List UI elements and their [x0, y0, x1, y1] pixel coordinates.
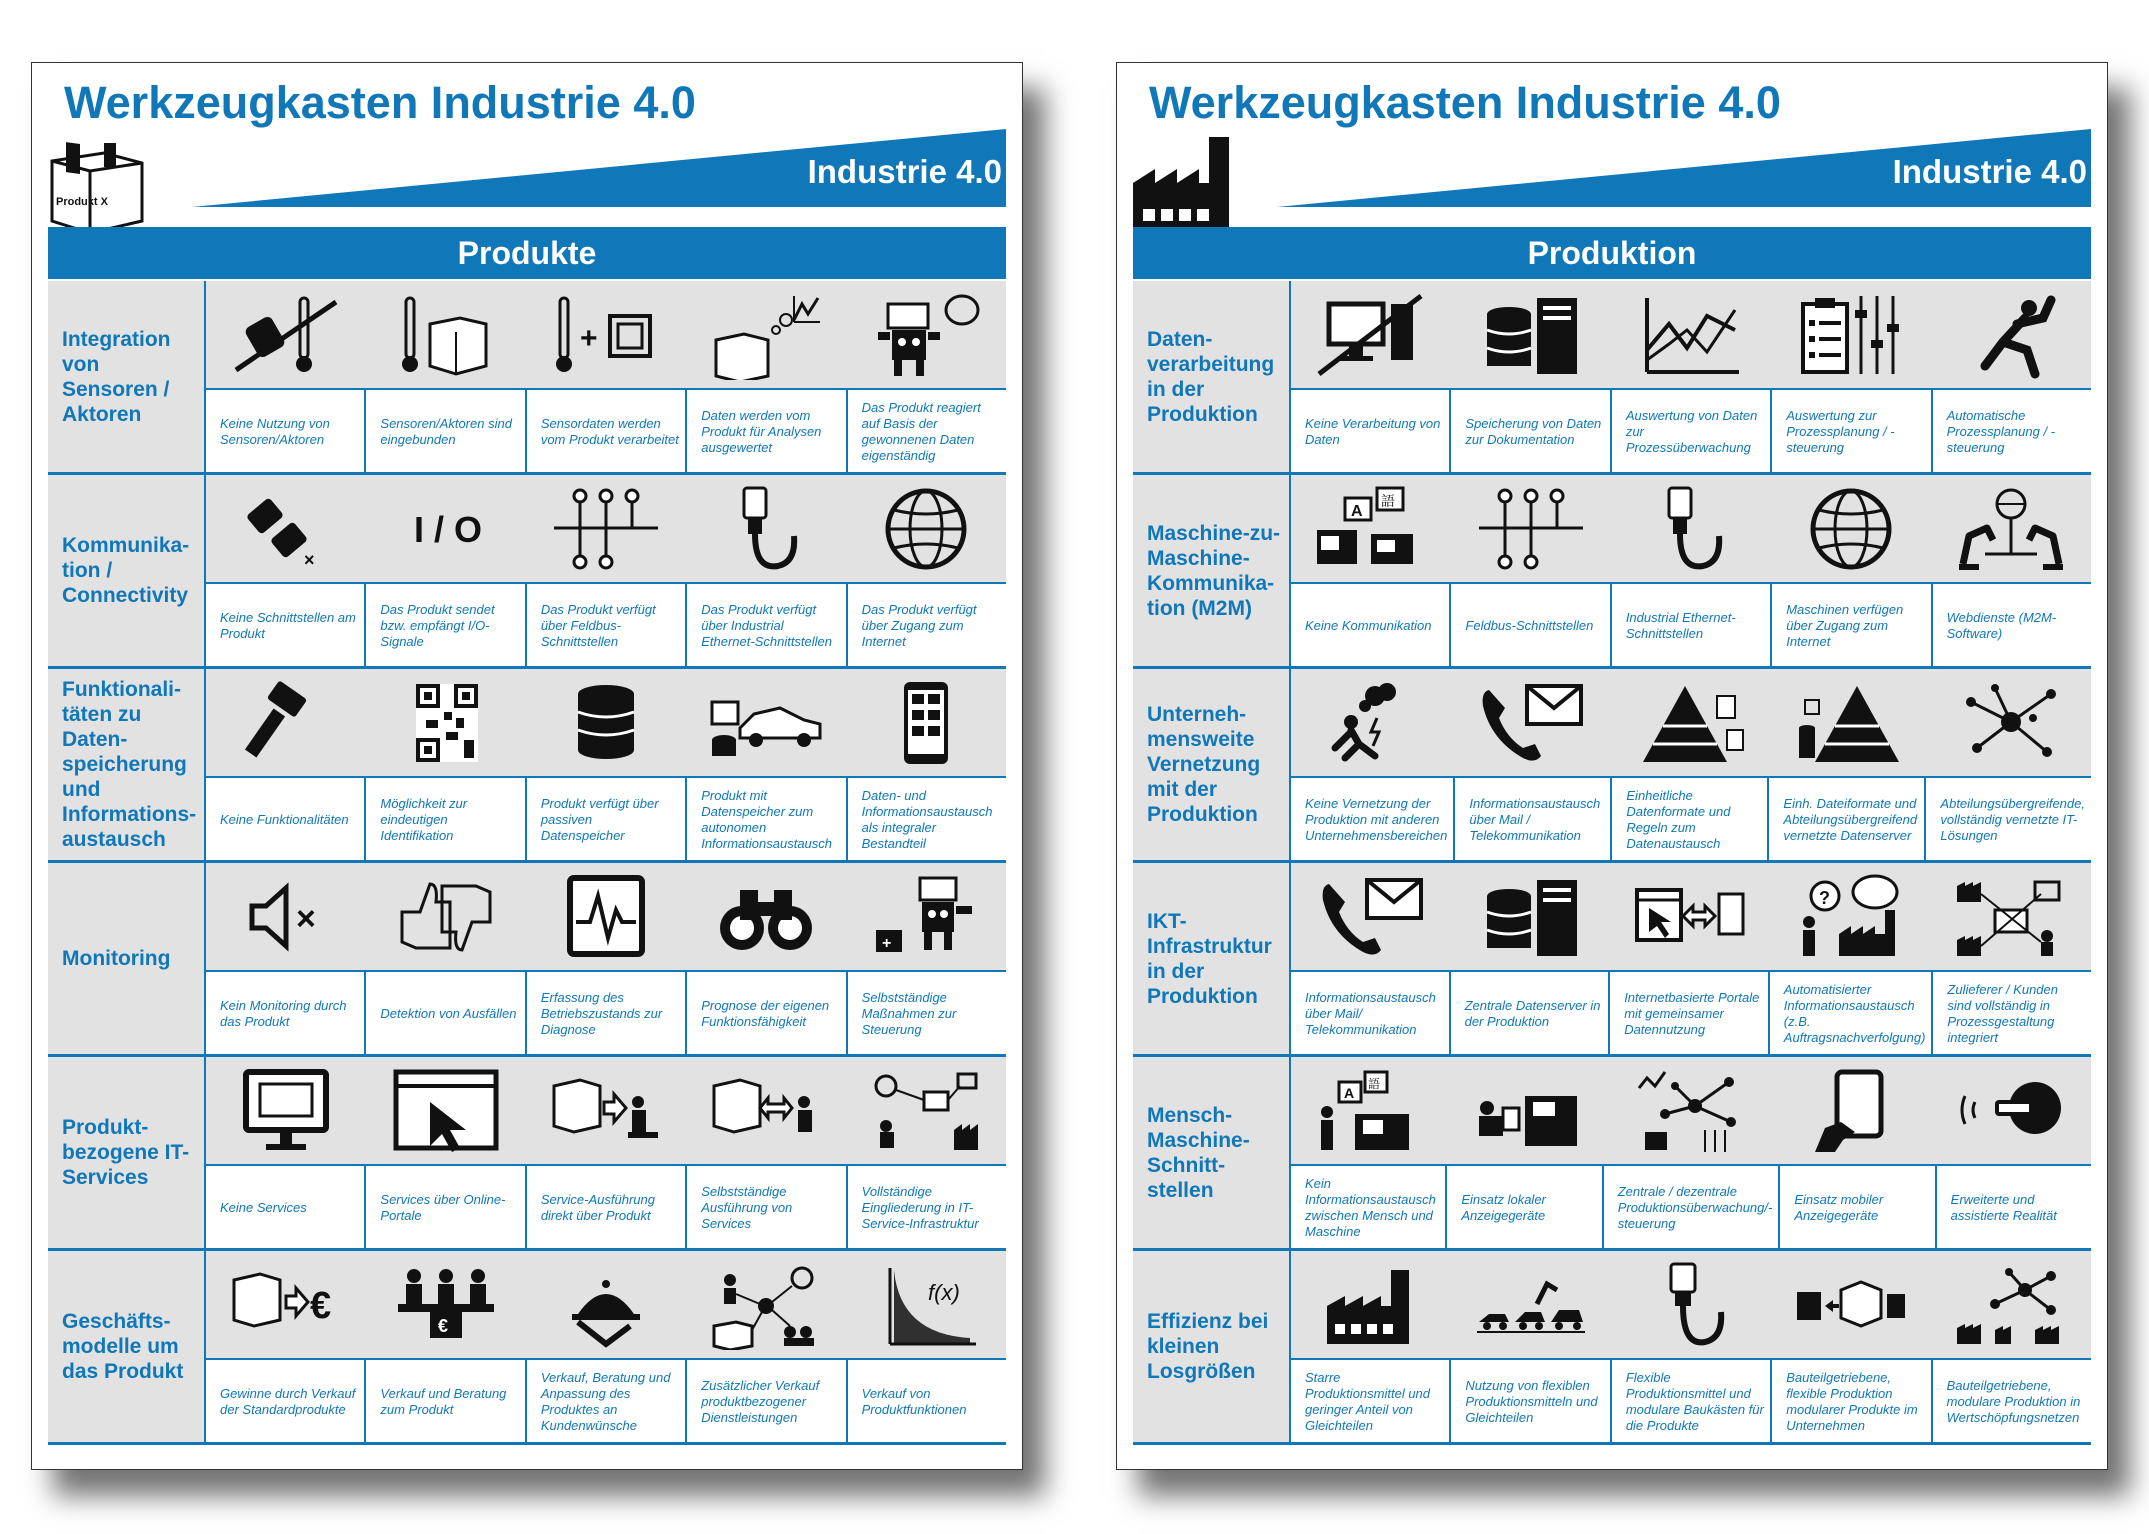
stage-caption: Kein Monitoring durch das Produkt: [220, 998, 347, 1029]
stage-caption: Gewinne durch Verkauf der Standardprodukte: [220, 1386, 356, 1417]
icon-cell: [526, 1251, 686, 1358]
stage-caption: Speicherung von Daten zur Dokumentation: [1449, 390, 1609, 474]
browser-exchange-icon: [1635, 872, 1747, 962]
stage-caption: Bauteilgetriebene, flexible Produktion modularer Produkte im Unternehmen: [1770, 1360, 1930, 1444]
stage-caption: Keine Schnittstellen am Produkt: [220, 610, 356, 641]
svg-text:?: ?: [1819, 887, 1830, 908]
production-line-icon: [1475, 1260, 1587, 1350]
svg-text:f(x): f(x): [928, 1279, 960, 1305]
icon-cell: [1771, 863, 1931, 970]
stage-caption: Maschinen verfügen über Zugang zum Internet: [1770, 584, 1930, 668]
stage-caption: Das Produkt verfügt über Feldbus-Schnittstellen: [525, 584, 685, 668]
row-category-text: Mensch-Maschine-Schnitt-stellen: [1147, 1103, 1250, 1202]
matrix-row: [48, 281, 1006, 475]
svg-text:€: €: [438, 1315, 449, 1336]
stage-caption: Einsatz lokaler Anzeigegeräte: [1445, 1166, 1601, 1250]
stage-caption: Möglichkeit zur eindeutigen Identifikation: [364, 778, 524, 862]
function-curve-icon: [870, 1260, 982, 1350]
globe-icon: [870, 484, 982, 574]
stage-caption: Auswertung von Daten zur Prozessüberwachung: [1610, 390, 1770, 474]
icon-cell: [526, 281, 686, 388]
muted-speaker-icon: [230, 872, 342, 962]
meeting-euro-icon: [390, 1260, 502, 1350]
stage-caption: Services über Online-Portale: [364, 1166, 524, 1250]
row-category-text: Produkt-bezogene IT-Services: [62, 1116, 190, 1189]
tablet-hand-icon: [1795, 1066, 1907, 1156]
row-category-label: [1133, 475, 1291, 666]
stage-caption: Bauteilgetriebene, modulare Produktion in Wertschöpfungsnetzen: [1931, 1360, 2091, 1444]
robots-globe-icon: [1955, 484, 2067, 574]
icon-cell: [1291, 863, 1451, 970]
clipboard-sliders-icon: [1795, 290, 1907, 380]
icon-cell: [206, 1251, 366, 1358]
stage-caption: Detektion von Ausfällen: [364, 972, 524, 1056]
stage-caption: Produkt mit Datenspeicher zum autonomen Informationsaustausch: [685, 778, 845, 862]
fieldbus-icon: [550, 484, 662, 574]
icon-cell: [1291, 669, 1451, 776]
svg-text:A: A: [1344, 1084, 1355, 1101]
icon-cell: [1931, 475, 2091, 582]
poster-produktion: [1116, 62, 2108, 1470]
icon-cell: [686, 1251, 846, 1358]
phone-mail-icon: [1315, 872, 1427, 962]
caption-band: [206, 388, 1006, 474]
icon-cell: [1451, 863, 1611, 970]
row-category-text: Maschine-zu-Maschine-Kommunika-tion (M2M): [1147, 521, 1281, 620]
icon-cell: [1771, 669, 1931, 776]
icon-cell: [526, 669, 686, 776]
stage-caption: Sensordaten werden vom Produkt verarbeitet: [525, 390, 685, 474]
icon-cell: [1611, 1057, 1771, 1164]
caption-band: [206, 1358, 1006, 1444]
icon-cell: [1611, 475, 1771, 582]
row-category-text: IKT-Infrastruktur in der Produktion: [1147, 909, 1272, 1008]
poster-title: Werkzeugkasten Industrie 4.0: [1149, 77, 1781, 128]
monitor-signal-icon: [550, 872, 662, 962]
svg-text:I / O: I / O: [414, 508, 483, 550]
stage-caption: Zusätzlicher Verkauf produktbezogener Dienstleistungen: [685, 1360, 845, 1444]
section-banner: Produktion: [1133, 227, 2091, 279]
stage-caption: Automatische Prozessplanung / -steuerung: [1931, 390, 2091, 474]
icon-cell: [846, 669, 1006, 776]
svg-text:語: 語: [1368, 1076, 1381, 1091]
row-category-label: [48, 669, 206, 860]
stage-caption: Abteilungsübergreifende, vollständig vernetzte IT-Lösungen: [1924, 778, 2091, 862]
icon-cell: [686, 1057, 846, 1164]
icon-cell: [1771, 1057, 1931, 1164]
pyramid-database-icon: [1795, 678, 1907, 768]
disconnected-plug-icon: [230, 484, 342, 574]
stage-caption: Zentrale Datenserver in der Produktion: [1449, 972, 1609, 1056]
stage-caption: Einsatz mobiler Anzeigegeräte: [1778, 1166, 1934, 1250]
relaxing-person-icon: [1955, 290, 2067, 380]
stage-caption: Keine Services: [220, 1200, 307, 1215]
caption-band: [1291, 388, 2091, 474]
usb-cable-icon: [1635, 1260, 1747, 1350]
icon-cell: [1931, 669, 2091, 776]
stage-caption: Keine Verarbeitung von Daten: [1305, 416, 1441, 447]
icon-cell: [846, 1251, 1006, 1358]
box-euro-icon: [230, 1260, 342, 1350]
icon-cell: [366, 863, 526, 970]
svg-text:+: +: [580, 321, 598, 355]
icon-band: [206, 281, 1006, 388]
stage-caption: Das Produkt verfügt über Industrial Ethernet-Schnittstellen: [685, 584, 845, 668]
service-network-icon: [710, 1260, 822, 1350]
browser-cursor-icon: [390, 1066, 502, 1156]
icon-cell: [846, 863, 1006, 970]
stage-caption: Flexible Produktionsmittel und modulare Baukästen für die Produkte: [1610, 1360, 1770, 1444]
io-icon: [390, 484, 502, 574]
svg-text:×: ×: [296, 899, 316, 938]
icon-cell: [1611, 863, 1771, 970]
stage-caption: Starre Produktionsmittel und geringer Anteil von Gleichteilen: [1305, 1370, 1431, 1433]
caption-band: [206, 970, 1006, 1056]
poster-title: Werkzeugkasten Industrie 4.0: [64, 77, 696, 128]
icon-band: [1291, 1057, 2091, 1164]
icon-cell: [1451, 1057, 1611, 1164]
network-nodes-icon: [1955, 678, 2067, 768]
row-category-text: Unterneh-mensweite Vernetzung mit der Produktion: [1147, 703, 1261, 826]
value-network-icon: [1955, 1260, 2067, 1350]
icon-cell: [1771, 281, 1931, 388]
matrix-grid: [48, 281, 1006, 1445]
factory-icon: [1315, 1260, 1427, 1350]
network-monitoring-icon: [1635, 1066, 1747, 1156]
row-category-text: Funktionali-täten zu Daten-speicherung und Informations-austausch: [62, 678, 197, 851]
caption-band: [1291, 970, 2091, 1056]
matrix-row: [1133, 475, 2091, 669]
wedge-label: Industrie 4.0: [807, 153, 1002, 190]
database-server-icon: [1475, 290, 1587, 380]
icon-cell: [1931, 1251, 2091, 1358]
row-category-label: [48, 281, 206, 472]
stage-caption: Informationsaustausch über Mail/ Telekommunikation: [1305, 990, 1436, 1037]
icon-cell: [206, 669, 366, 776]
modular-boxes-icon: [1795, 1260, 1907, 1350]
svg-text:×: ×: [304, 549, 315, 570]
row-category-label: [1133, 669, 1291, 860]
svg-text:+: +: [882, 934, 892, 952]
icon-cell: [1771, 1251, 1931, 1358]
icon-cell: [206, 281, 366, 388]
icon-cell: [1931, 281, 2091, 388]
icon-cell: [686, 475, 846, 582]
icon-cell: [1291, 281, 1451, 388]
screw-icon: [230, 678, 342, 768]
caption-band: [1291, 776, 2091, 862]
row-category-label: [1133, 1057, 1291, 1248]
matrix-row: [1133, 1251, 2091, 1445]
icon-cell: [1451, 475, 1611, 582]
stage-caption: Selbstständige Ausführung von Services: [685, 1166, 845, 1250]
icon-band: [1291, 475, 2091, 582]
caption-band: [1291, 1358, 2091, 1444]
svg-text:€: €: [310, 1284, 332, 1327]
robot-firstaid-icon: [870, 872, 982, 962]
matrix-row: [48, 669, 1006, 863]
fieldbus-icon: [1475, 484, 1587, 574]
matrix-row: [48, 1057, 1006, 1251]
box-arrow-worker-icon: [550, 1066, 662, 1156]
stage-caption: Das Produkt reagiert auf Basis der gewonnenen Daten eigenständig: [846, 390, 1006, 474]
matrix-row: [1133, 1057, 2091, 1251]
icon-cell: [526, 863, 686, 970]
stage-caption: Zulieferer / Kunden sind vollständig in Prozessgestaltung integriert: [1931, 972, 2091, 1056]
icon-cell: [1451, 669, 1611, 776]
row-category-label: [48, 1251, 206, 1442]
icon-cell: [1611, 669, 1771, 776]
caption-band: [206, 776, 1006, 862]
icon-cell: [1931, 1057, 2091, 1164]
stage-caption: Einh. Dateiformate und Abteilungsübergreifend vernetzte Datenserver: [1767, 778, 1924, 862]
icon-cell: [1771, 475, 1931, 582]
database-server-icon: [1475, 872, 1587, 962]
stage-caption: Vollständige Eingliederung in IT-Service-Infrastruktur: [846, 1166, 1006, 1250]
icon-cell: [1291, 1251, 1451, 1358]
icon-cell: [1291, 1057, 1451, 1164]
stage-caption: Automatisierter Informationsaustausch (z.B. Auftragsnachverfolgung): [1768, 972, 1932, 1056]
stage-caption: Industrial Ethernet-Schnittstellen: [1610, 584, 1770, 668]
matrix-row: [1133, 669, 2091, 863]
stage-caption: Kein Informationsaustausch zwischen Mensch und Maschine: [1305, 1176, 1436, 1239]
stage-caption: Informationsaustausch über Mail / Telekommunikation: [1453, 778, 1610, 862]
icon-band: [1291, 669, 2091, 776]
row-category-label: [1133, 1251, 1291, 1442]
stage-caption: Das Produkt verfügt über Zugang zum Internet: [846, 584, 1006, 668]
icon-cell: [1451, 281, 1611, 388]
stage-caption: Erweiterte und assistierte Realität: [1935, 1166, 2091, 1250]
line-chart-icon: [1635, 290, 1747, 380]
icon-cell: [1611, 281, 1771, 388]
phone-mail-icon: [1475, 678, 1587, 768]
caption-band: [1291, 1164, 2091, 1250]
icon-cell: [206, 1057, 366, 1164]
stage-caption: Das Produkt sendet bzw. empfängt I/O-Signale: [364, 584, 524, 668]
section-banner: Produkte: [48, 227, 1006, 279]
svg-text:語: 語: [1381, 492, 1395, 509]
row-category-text: Effizienz bei kleinen Losgrößen: [1147, 1310, 1269, 1383]
svg-text:A: A: [1351, 502, 1363, 520]
thermometer-box-icon: [390, 290, 502, 380]
support-network-icon: [870, 1066, 982, 1156]
thermometer-chip-icon: [550, 290, 662, 380]
icon-band: [206, 669, 1006, 776]
no-computer-icon: [1315, 290, 1427, 380]
row-category-text: Daten-verarbeitung in der Produktion: [1147, 327, 1275, 426]
ethernet-cable-icon: [710, 484, 822, 574]
wedge-label: Industrie 4.0: [1892, 153, 2087, 190]
stage-caption: Internetbasierte Portale mit gemeinsamer Datennutzung: [1608, 972, 1768, 1056]
icon-cell: [526, 1057, 686, 1164]
icon-cell: [1931, 863, 2091, 970]
row-category-label: [1133, 863, 1291, 1054]
stage-caption: Verkauf von Produktfunktionen: [846, 1360, 1006, 1444]
row-category-text: Monitoring: [62, 947, 171, 970]
matrix-row: [48, 475, 1006, 669]
caption-band: [206, 1164, 1006, 1250]
icon-band: [206, 1057, 1006, 1164]
person-machine-icon: [1315, 1066, 1427, 1156]
icon-cell: [1291, 475, 1451, 582]
stage-caption: Sensoren/Aktoren sind eingebunden: [364, 390, 524, 474]
icon-cell: [206, 475, 366, 582]
row-category-label: [48, 863, 206, 1054]
stage-caption: Erfassung des Betriebszustands zur Diagnose: [525, 972, 685, 1056]
stage-caption: Produkt verfügt über passiven Datenspeicher: [525, 778, 685, 862]
ethernet-cable-icon: [1635, 484, 1747, 574]
icon-cell: [686, 281, 846, 388]
database-icon: [550, 678, 662, 768]
car-data-icon: [710, 678, 822, 768]
svg-text:Produkt X: Produkt X: [56, 196, 108, 208]
pyramid-docs-icon: [1635, 678, 1747, 768]
row-category-label: [48, 475, 206, 666]
row-category-text: Geschäfts-modelle um das Produkt: [62, 1310, 184, 1383]
caption-band: [1291, 582, 2091, 668]
ar-glasses-icon: [1955, 1066, 2067, 1156]
icon-cell: [206, 863, 366, 970]
icon-cell: [846, 475, 1006, 582]
icon-cell: [366, 1251, 526, 1358]
icon-band: [206, 1251, 1006, 1358]
stage-caption: Keine Nutzung von Sensoren/Aktoren: [220, 416, 330, 447]
matrix-row: [48, 1251, 1006, 1445]
poster-produkte: [31, 62, 1023, 1470]
icon-cell: [366, 475, 526, 582]
stage-caption: Keine Kommunikation: [1305, 618, 1432, 633]
stage-caption: Daten werden vom Produkt für Analysen ausgewertet: [685, 390, 845, 474]
stage-caption: Verkauf und Beratung zum Produkt: [364, 1360, 524, 1444]
stage-caption: Keine Funktionalitäten: [220, 812, 349, 827]
stage-caption: Nutzung von flexiblen Produktionsmitteln und Gleichteilen: [1449, 1360, 1609, 1444]
product-box-icon: [44, 133, 150, 239]
stage-caption: Keine Vernetzung der Produktion mit anderen Unternehmensbereichen: [1305, 796, 1448, 843]
no-sensor-icon: [230, 290, 342, 380]
stage-caption: Selbstständige Maßnahmen zur Steuerung: [846, 972, 1006, 1056]
smartphone-icon: [870, 678, 982, 768]
machines-language-icon: [1315, 484, 1427, 574]
icon-band: [206, 475, 1006, 582]
box-thought-chart-icon: [710, 290, 822, 380]
matrix-row: [48, 863, 1006, 1057]
stage-caption: Verkauf, Beratung und Anpassung des Produktes an Kundenwünsche: [525, 1360, 685, 1444]
icon-cell: [366, 281, 526, 388]
serving-tray-icon: [550, 1260, 662, 1350]
caption-band: [206, 582, 1006, 668]
icon-cell: [526, 475, 686, 582]
stage-caption: Auswertung zur Prozessplanung / -steuerung: [1770, 390, 1930, 474]
factory-icon: [1129, 133, 1235, 239]
stage-caption: Einheitliche Datenformate und Regeln zum Datenaustausch: [1610, 778, 1767, 862]
icon-band: [1291, 1251, 2091, 1358]
icon-band: [1291, 281, 2091, 388]
globe-icon: [1795, 484, 1907, 574]
matrix-row: [1133, 863, 2091, 1057]
icon-cell: [366, 1057, 526, 1164]
row-category-text: Integration von Sensoren / Aktoren: [62, 327, 171, 426]
stage-caption: Feldbus-Schnittstellen: [1449, 584, 1609, 668]
stage-caption: Daten- und Informationsaustausch als integraler Bestandteil: [846, 778, 1006, 862]
icon-band: [1291, 863, 2091, 970]
robot-speech-icon: [870, 290, 982, 380]
supply-network-icon: [1955, 872, 2067, 962]
row-category-text: Kommunika-tion / Connectivity: [62, 534, 190, 607]
stage-caption: Prognose der eigenen Funktionsfähigkeit: [685, 972, 845, 1056]
worker-terminal-icon: [1475, 1066, 1587, 1156]
row-category-label: [48, 1057, 206, 1248]
row-category-label: [1133, 281, 1291, 472]
thumbs-icon: [390, 872, 502, 962]
stage-caption: Zentrale / dezentrale Produktionsüberwachung/-steuerung: [1602, 1166, 1779, 1250]
qr-code-icon: [390, 678, 502, 768]
icon-cell: [1611, 1251, 1771, 1358]
matrix-row: [1133, 281, 2091, 475]
icon-cell: [366, 669, 526, 776]
icon-cell: [686, 669, 846, 776]
person-storm-icon: [1315, 678, 1427, 768]
icon-band: [206, 863, 1006, 970]
person-factory-icon: [1795, 872, 1907, 962]
box-swap-worker-icon: [710, 1066, 822, 1156]
monitor-icon: [230, 1066, 342, 1156]
stage-caption: Service-Ausführung direkt über Produkt: [525, 1166, 685, 1250]
binoculars-icon: [710, 872, 822, 962]
icon-cell: [846, 1057, 1006, 1164]
matrix-grid: [1133, 281, 2091, 1445]
icon-cell: [686, 863, 846, 970]
stage-caption: Webdienste (M2M-Software): [1931, 584, 2091, 668]
icon-cell: [846, 281, 1006, 388]
icon-cell: [1451, 1251, 1611, 1358]
